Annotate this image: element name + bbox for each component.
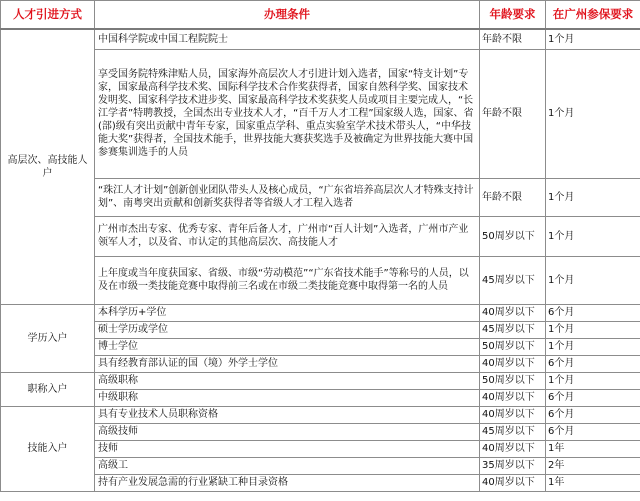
age-cell: 45周岁以下 [480,423,546,440]
table-row [1,440,640,457]
insurance-cell: 1个月 [546,338,640,355]
condition-cell: 具有经教育部认证的国（境）外学士学位 [95,355,480,372]
insurance-cell: 6个月 [546,389,640,406]
header-method: 人才引进方式 [1,1,95,30]
insurance-cell: 1个月 [546,256,640,304]
table-row [1,304,640,321]
insurance-cell: 1个月 [546,372,640,389]
insurance-cell: 1个月 [546,178,640,216]
table-row [1,256,640,304]
header-age: 年龄要求 [480,1,546,30]
table-row [1,29,640,49]
table-row [1,321,640,338]
header-row [1,1,640,30]
table-row [1,178,640,216]
table-row [1,474,640,491]
condition-cell: 享受国务院特殊津贴人员，国家海外高层次人才引进计划入选者，国家“特支计划”专家，国家最高科学技术奖、国际科学技术合作奖获得者，国家自然科学奖、国家技术发明奖、国家科学技术进步奖、国家最高科学技术奖获奖人员或项目主要完成人，“长江学者”特聘教授，全国杰出专业技术人才，“百千万人才工程”国家级人选，国家、省(部)级有突出贡献中青年专家，国家重点学科、重点实验室学术技术带头人，“中华技能大奖”获得者，全国技术能手，世界技能大赛获奖选手及被确定为世界技能大赛中国参赛集训选手的人员 [95,49,480,178]
table-row [1,372,640,389]
condition-cell: 高级职称 [95,372,480,389]
insurance-cell: 1个月 [546,321,640,338]
category-cell: 职称入户 [1,372,95,406]
insurance-cell: 2年 [546,457,640,474]
condition-cell: 上年度或当年度获国家、省级、市级“劳动模范”“广东省技术能手”等称号的人员，以及在市级一类技能竞赛中取得前三名或在市级二类技能竞赛中取得第一名的人员 [95,256,480,304]
age-cell: 年龄不限 [480,178,546,216]
insurance-cell: 1个月 [546,49,640,178]
age-cell: 35周岁以下 [480,457,546,474]
table-row [1,49,640,178]
insurance-cell: 1年 [546,474,640,491]
age-cell: 40周岁以下 [480,304,546,321]
condition-cell: 高级工 [95,457,480,474]
header-conditions: 办理条件 [95,1,480,30]
age-cell: 50周岁以下 [480,216,546,256]
age-cell: 40周岁以下 [480,440,546,457]
table-row [1,355,640,372]
table-row [1,457,640,474]
age-cell: 年龄不限 [480,29,546,49]
table-row [1,423,640,440]
insurance-cell: 1年 [546,440,640,457]
age-cell: 40周岁以下 [480,406,546,423]
age-cell: 40周岁以下 [480,355,546,372]
insurance-cell: 6个月 [546,304,640,321]
condition-cell: 博士学位 [95,338,480,355]
condition-cell: 本科学历+学位 [95,304,480,321]
condition-cell: 中级职称 [95,389,480,406]
age-cell: 50周岁以下 [480,372,546,389]
condition-cell: 具有专业技术人员职称资格 [95,406,480,423]
category-cell: 学历入户 [1,304,95,372]
table-row [1,338,640,355]
age-cell: 45周岁以下 [480,256,546,304]
age-cell: 年龄不限 [480,49,546,178]
insurance-cell: 1个月 [546,216,640,256]
condition-cell: 技师 [95,440,480,457]
header-insurance: 在广州参保要求 [546,1,640,30]
age-cell: 50周岁以下 [480,338,546,355]
insurance-cell: 6个月 [546,406,640,423]
age-cell: 45周岁以下 [480,321,546,338]
table-row [1,406,640,423]
age-cell: 40周岁以下 [480,389,546,406]
category-cell: 高层次、高技能人户 [1,29,95,304]
condition-cell: 高级技师 [95,423,480,440]
table-row [1,389,640,406]
table-row [1,216,640,256]
insurance-cell: 6个月 [546,355,640,372]
condition-cell: 硕士学历或学位 [95,321,480,338]
insurance-cell: 6个月 [546,423,640,440]
age-cell: 40周岁以下 [480,474,546,491]
condition-cell: 持有产业发展急需的行业紧缺工种目录资格 [95,474,480,491]
category-cell: 技能入户 [1,406,95,491]
insurance-cell: 1个月 [546,29,640,49]
condition-cell: “珠江人才计划”创新创业团队带头人及核心成员，“广东省培养高层次人才特殊支持计划”、南粤突出贡献和创新奖获得者等省级人才工程入选者 [95,178,480,216]
condition-cell: 中国科学院或中国工程院院士 [95,29,480,49]
condition-cell: 广州市杰出专家、优秀专家、青年后备人才，广州市“百人计划”入选者，广州市产业领军人才，以及省、市认定的其他高层次、高技能人才 [95,216,480,256]
